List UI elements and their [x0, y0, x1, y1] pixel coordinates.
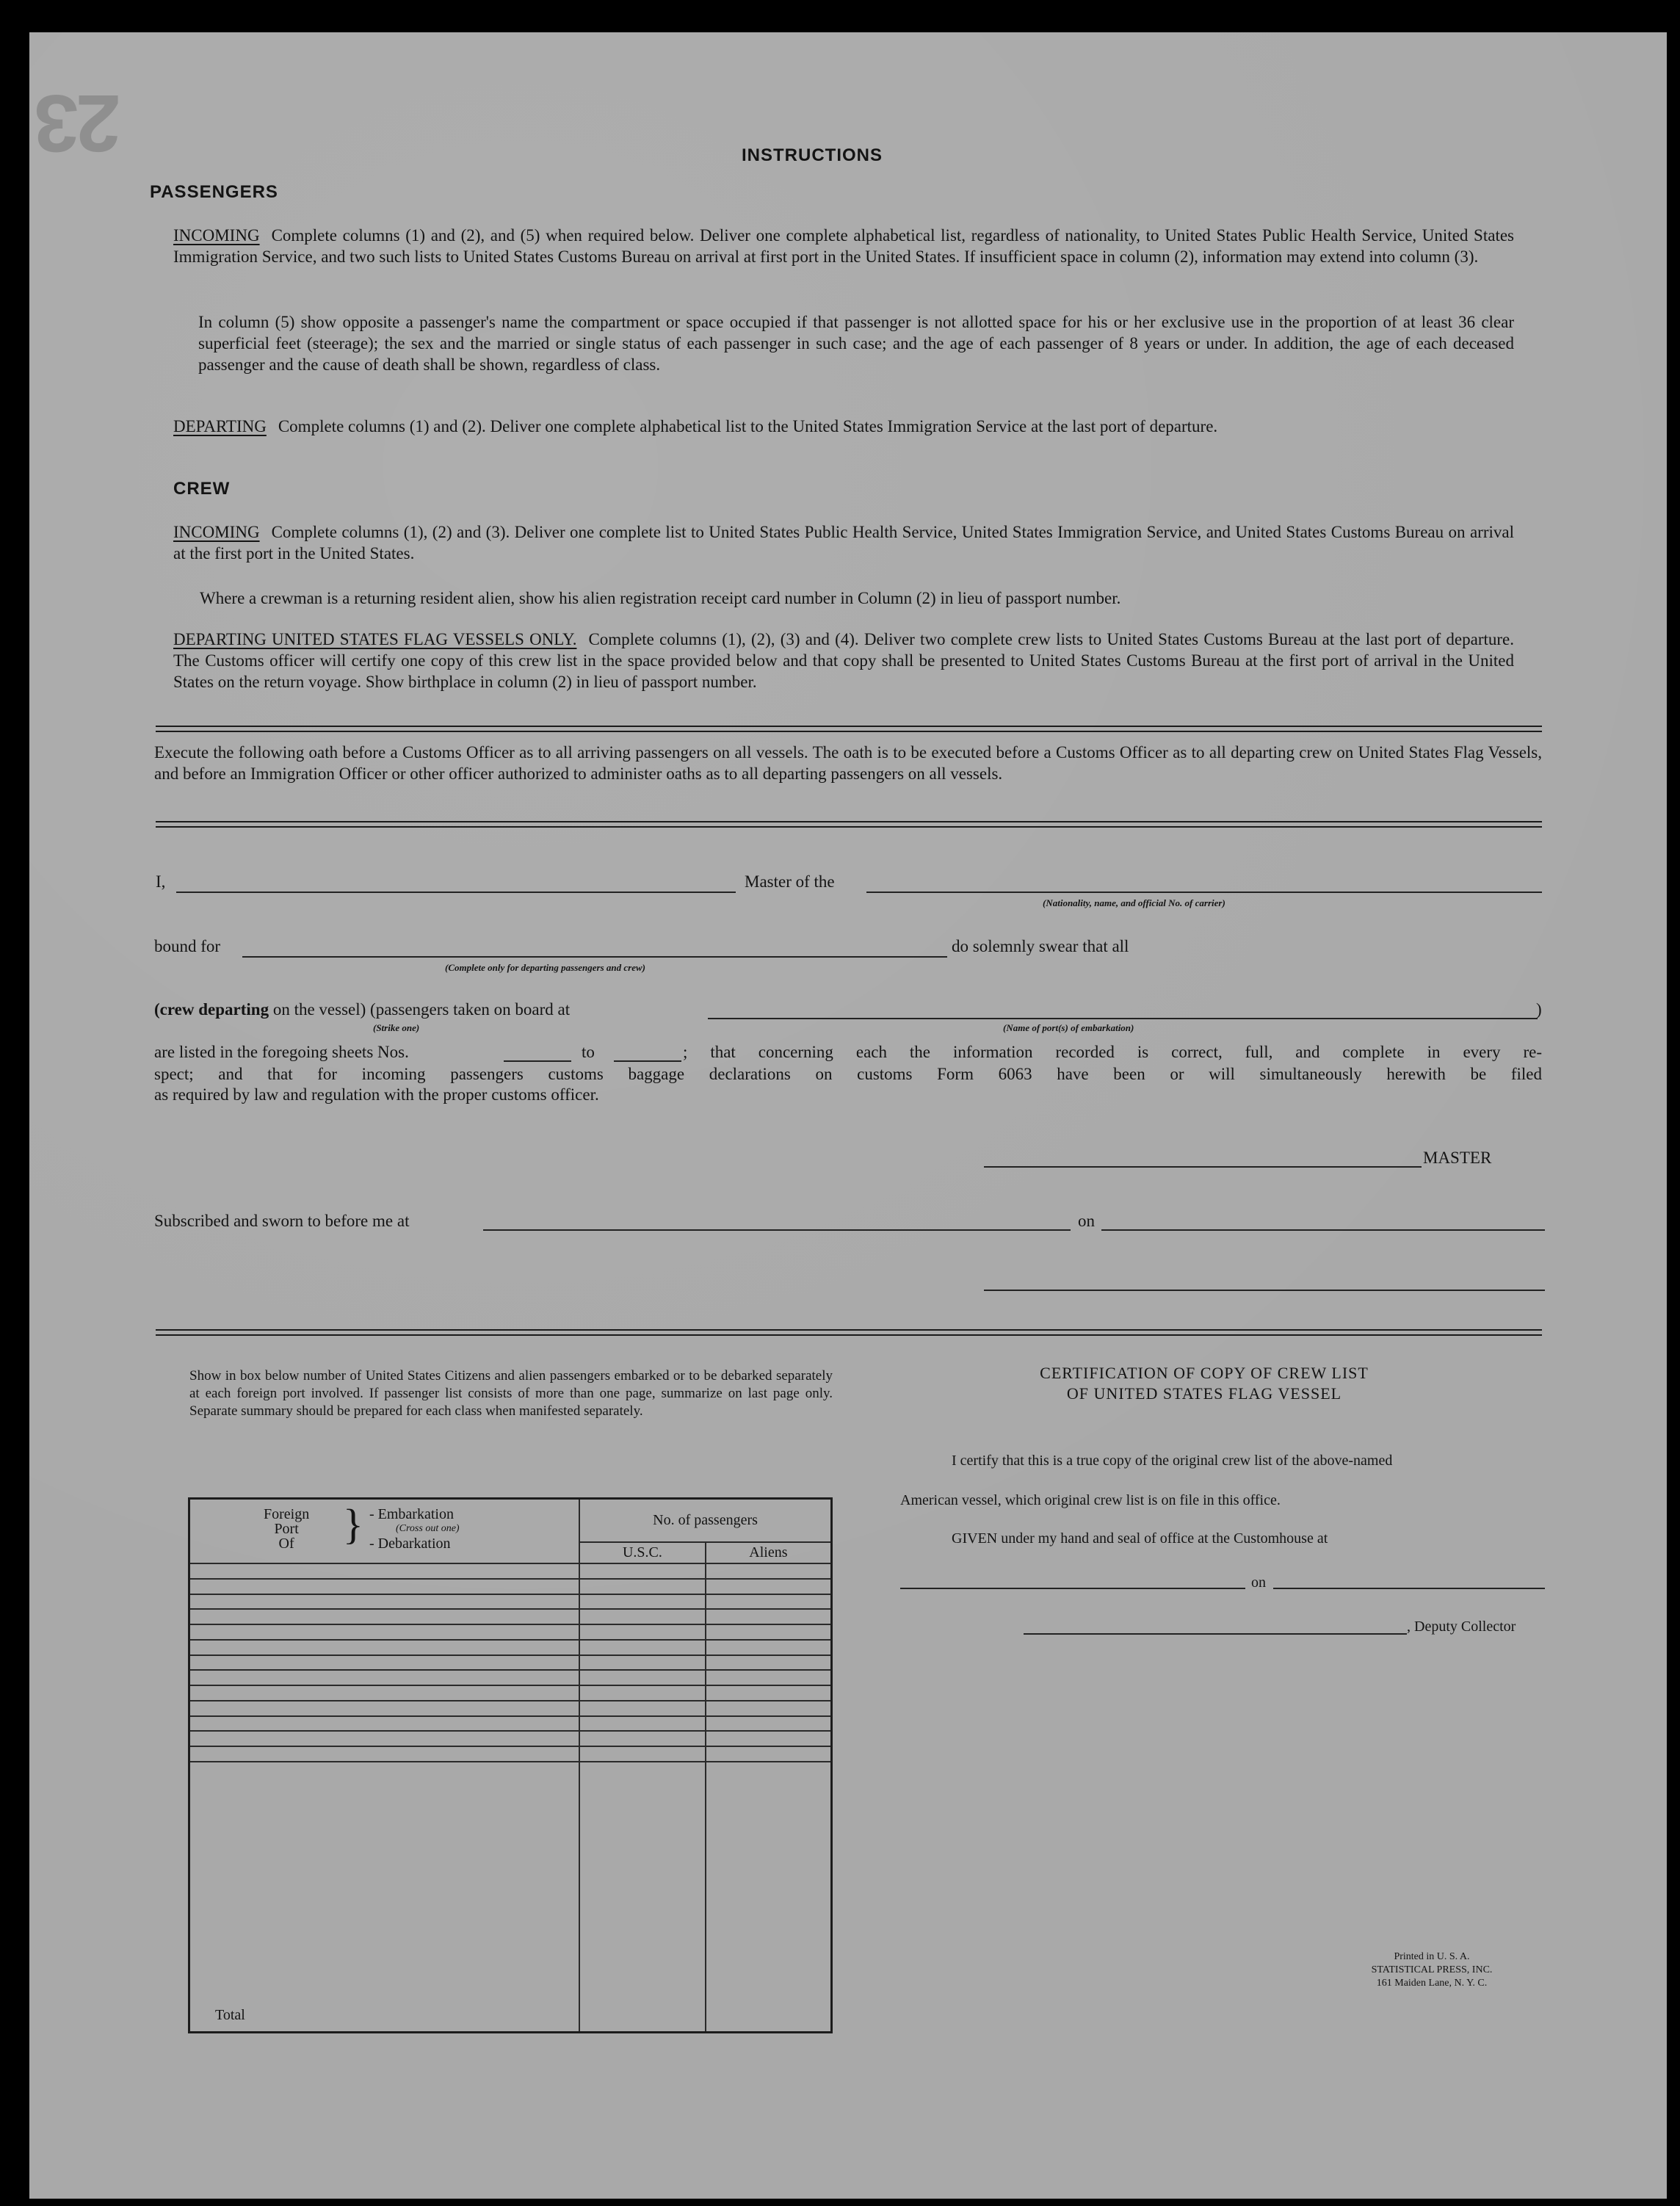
usc-header: U.S.C. [579, 1542, 706, 1563]
cross-out-note: (Cross out one) [396, 1523, 460, 1534]
sworn-on-label: on [1078, 1212, 1095, 1230]
certification-on-label: on [1251, 1574, 1266, 1591]
table-row[interactable] [189, 1609, 832, 1624]
certification-line1: I certify that this is a true copy of the original crew list of the above-named [952, 1453, 1393, 1469]
solemnly-swear-text: do solemnly swear that all [952, 937, 1129, 955]
listed-suffix: ; that concerning each the information recorded is correct, full, and complete in every re- [683, 1043, 1542, 1061]
divider-instructions [156, 726, 1542, 732]
divider-oath-bottom [156, 1329, 1542, 1336]
sheet-from-field[interactable] [504, 1060, 571, 1062]
carrier-caption: (Nationality, name, and official No. of carrier) [1043, 897, 1225, 908]
printer-line3: 161 Maiden Lane, N. Y. C. [1376, 1978, 1488, 1989]
passengers-departing-label: DEPARTING [173, 417, 267, 435]
instructions-title: INSTRUCTIONS [742, 145, 883, 165]
master-label: MASTER [1423, 1149, 1492, 1167]
total-row[interactable] [189, 1762, 832, 2033]
brace-icon: } [343, 1500, 363, 1548]
oath-intro: Execute the following oath before a Customs Officer as to all arriving passengers on all vessels. The oath is to be executed before a Customs Officer as to all departing crew on United States Flag Vessels, and before an Immigration Officer or other officer authorized to administer oaths as to all departing passengers on all vessels. [154, 743, 1542, 783]
passengers-incoming-text: Complete columns (1) and (2), and (5) when required below. Deliver one complete alphabetical list, regardless of nationality, to United States Public Health Service, United States Immigration Service, and two such lists to United States Customs Bureau on arrival at first port in the United States. If insufficient space in column (2), information may extend into column (3). [173, 226, 1514, 266]
table-row[interactable] [189, 1563, 832, 1579]
listed-line2: spect; and that for incoming passengers customs baggage declarations on customs Form 6063 have been or will simultaneously herewith be filed [154, 1065, 1542, 1083]
debarkation-option[interactable]: - Debarkation [369, 1536, 451, 1552]
certification-date-field[interactable] [1273, 1588, 1545, 1589]
bound-for-field[interactable] [242, 956, 947, 958]
listed-prefix: are listed in the foregoing sheets Nos. [154, 1043, 409, 1061]
embarkation-ports-field[interactable] [708, 1018, 1538, 1019]
no-passengers-header: No. of passengers [579, 1499, 831, 1543]
certification-title-line2: OF UNITED STATES FLAG VESSEL [1066, 1384, 1342, 1403]
crew-incoming-label: INCOMING [173, 523, 260, 541]
crew-passengers-line [154, 1000, 570, 1019]
strike-one-caption: (Strike one) [373, 1022, 420, 1033]
table-row[interactable] [189, 1746, 832, 1762]
divider-oath [156, 821, 1542, 828]
sheet-to-field[interactable] [614, 1060, 681, 1062]
port-label: Port [274, 1521, 299, 1537]
officer-signature-field[interactable] [984, 1290, 1545, 1291]
i-label: I, [156, 872, 166, 891]
crew-departing-paragraph [173, 629, 1514, 692]
deputy-collector-label: , Deputy Collector [1407, 1619, 1516, 1635]
crew-incoming-paragraph [173, 521, 1514, 564]
of-label: Of [278, 1536, 294, 1552]
passengers-column5-text: In column (5) show opposite a passenger's name the compartment or space occupied if that passenger is not allotted space for his or her exclusive use in the proportion of at least 36 clear superficial feet (steerage); the sex and the married or single status of each passenger in such case; and the age of each passenger of 8 years or under. In addition, the age of each deceased passenger and the cause of death shall be shown, regardless of class. [198, 313, 1514, 374]
passengers-incoming-paragraph [173, 225, 1514, 267]
aliens-header: Aliens [706, 1542, 832, 1563]
crew-resident-text: Where a crewman is a returning resident alien, show his alien registration receipt card number in Column (2) in lieu of passport number. [200, 589, 1121, 607]
crew-departing-text: Complete columns (1), (2), (3) and (4). Deliver two complete crew lists to United States Customs Bureau at the last port of departure. The Customs officer will certify one copy of this crew list in the space provided below and that copy shall be presented to United States Customs Bureau at the first port of arrival in the United States on the return voyage. Show birthplace in column (2) in lieu of passport number. [173, 630, 1514, 691]
printer-line2: STATISTICAL PRESS, INC. [1371, 1964, 1493, 1975]
certification-line2: American vessel, which original crew list is on file in this office. [900, 1492, 1281, 1508]
total-label: Total [189, 1762, 580, 2033]
table-row[interactable] [189, 1579, 832, 1594]
deputy-signature-field[interactable] [1024, 1633, 1407, 1635]
carrier-field[interactable] [866, 892, 1542, 893]
passengers-taken-label: (passengers taken on board at [370, 1000, 571, 1019]
master-of-the-label: Master of the [745, 872, 835, 891]
certification-title-line1: CERTIFICATION OF COPY OF CREW LIST [1040, 1364, 1369, 1382]
master-name-field[interactable] [176, 892, 736, 893]
certification-line3: GIVEN under my hand and seal of office at the Customhouse at [952, 1530, 1328, 1547]
table-row[interactable] [189, 1685, 832, 1701]
customhouse-field[interactable] [900, 1588, 1245, 1589]
subscribed-label: Subscribed and sworn to before me at [154, 1212, 410, 1230]
sworn-date-field[interactable] [1101, 1229, 1545, 1231]
table-row[interactable] [189, 1594, 832, 1610]
passengers-incoming-label: INCOMING [173, 226, 260, 245]
summary-intro: Show in box below number of United States Citizens and alien passengers embarked or to be debarked separately at each foreign port involved. If passenger list consists of more than one page, summarize on last page only. Separate summary should be prepared for each class when manifested separately. [189, 1368, 833, 1419]
table-row[interactable] [189, 1624, 832, 1640]
foreign-label: Foreign [264, 1506, 310, 1522]
close-paren: ) [1536, 1000, 1542, 1019]
table-row[interactable] [189, 1670, 832, 1685]
bound-for-caption: (Complete only for departing passengers and crew) [445, 962, 645, 973]
listed-to: to [582, 1043, 595, 1061]
crew-departing-label: (crew departing [154, 1000, 269, 1019]
ports-caption: (Name of port(s) of embarkation) [1003, 1022, 1134, 1033]
crew-departing-label: DEPARTING UNITED STATES FLAG VESSELS ONLY. [173, 630, 577, 648]
table-row[interactable] [189, 1655, 832, 1671]
form-page [29, 32, 1667, 2199]
passengers-heading: PASSENGERS [150, 182, 278, 202]
passengers-departing-paragraph [173, 416, 1514, 437]
printer-line1: Printed in U. S. A. [1394, 1951, 1470, 1962]
table-row[interactable] [189, 1701, 832, 1716]
printer-imprint [1322, 1950, 1542, 1990]
table-row[interactable] [189, 1731, 832, 1746]
crew-heading: CREW [173, 479, 231, 499]
table-row[interactable] [189, 1716, 832, 1732]
summary-table [188, 1497, 833, 2033]
stamp-number: 23 [37, 78, 121, 168]
embarkation-option[interactable]: - Embarkation [369, 1506, 454, 1522]
sworn-place-field[interactable] [483, 1229, 1071, 1231]
crew-incoming-text: Complete columns (1), (2) and (3). Deliver one complete list to United States Public Health Service, United States Immigration Service, and United States Customs Bureau on arrival at the first port in the United States. [173, 523, 1514, 563]
certification-title [925, 1363, 1483, 1404]
port-header-cell [189, 1499, 580, 1564]
listed-line3: as required by law and regulation with the proper customs officer. [154, 1085, 599, 1104]
bound-for-label: bound for [154, 937, 221, 955]
on-the-vessel-label: on the vessel) [272, 1000, 366, 1019]
table-row[interactable] [189, 1640, 832, 1655]
passengers-departing-text: Complete columns (1) and (2). Deliver one complete alphabetical list to the United States Immigration Service at the last port of departure. [278, 417, 1218, 435]
master-signature-field[interactable] [984, 1166, 1422, 1168]
